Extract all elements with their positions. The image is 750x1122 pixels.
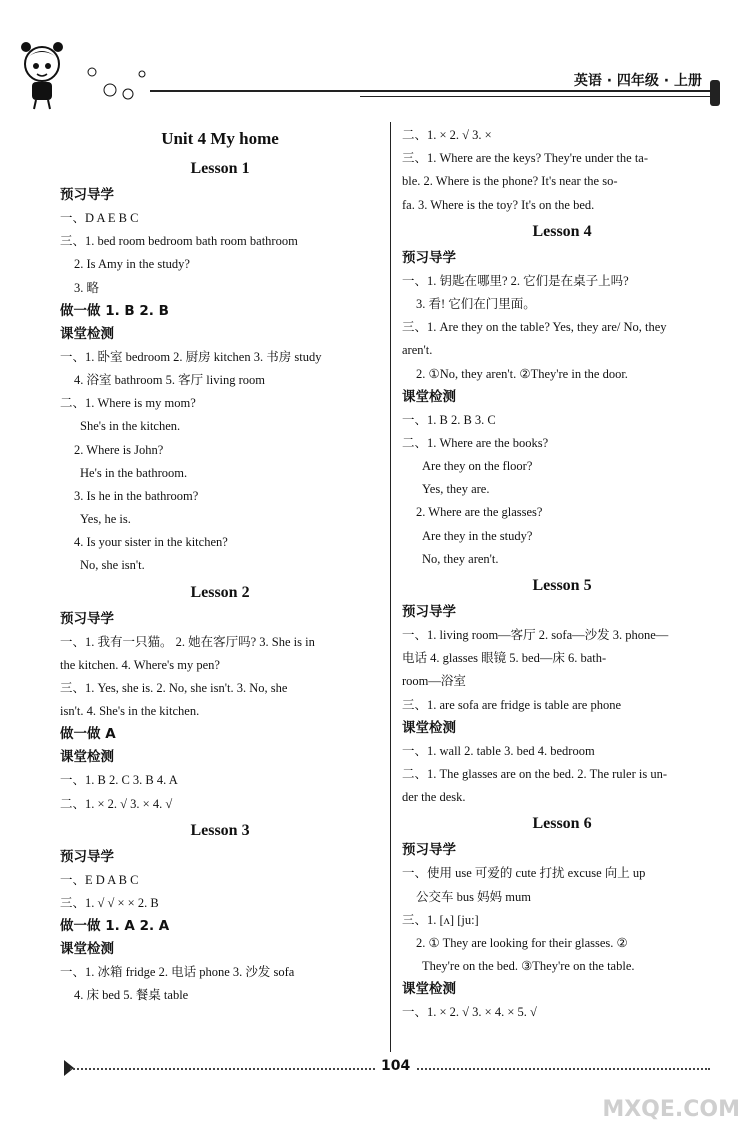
- answer-line: 一、D A E B C: [60, 211, 139, 225]
- answer-line: 二、1. Where is my mom?: [60, 396, 196, 411]
- answer-line: 一、1. × 2. √ 3. × 4. × 5. √: [402, 1005, 537, 1020]
- answer-line: He's in the bathroom.: [80, 465, 188, 480]
- answer-line: 一、1. 我有一只猫。 2. 她在客厅吗? 3. She is in: [60, 634, 315, 649]
- answer-line: 一、1. 冰箱 fridge 2. 电话 phone 3. 沙发 sofa: [60, 965, 295, 980]
- answer-line: No, she isn't.: [80, 558, 145, 573]
- answer-line: Are they in the study?: [422, 528, 533, 543]
- answer-line: 三、1. are sofa are fridge is table are phone: [402, 697, 622, 712]
- section-heading: 预习导学: [402, 842, 456, 859]
- page-header: [0, 0, 750, 120]
- section-heading: 课堂检测: [402, 719, 456, 736]
- watermark: MXQE.COM: [602, 1097, 740, 1122]
- answer-line: isn't. 4. She's in the kitchen.: [60, 704, 200, 719]
- lesson-title: Lesson 3: [190, 821, 250, 839]
- answer-line: fa. 3. Where is the toy? It's on the bed.: [402, 197, 595, 212]
- answer-line: Yes, he is.: [80, 512, 131, 527]
- section-heading: 课堂检测: [60, 325, 114, 342]
- answer-line: 三、1. √ √ × × 2. B: [60, 895, 159, 910]
- girl-mascot-icon: [12, 38, 72, 110]
- section-heading: 预习导学: [60, 187, 114, 203]
- answer-line: ble. 2. Where is the phone? It's near the so-: [402, 174, 618, 189]
- answer-line: They're on the bed. ③They're on the table.: [422, 959, 635, 974]
- section-heading: 课堂检测: [402, 388, 456, 405]
- page-number: 104: [375, 1058, 416, 1074]
- answer-line: 4. 床 bed 5. 餐桌 table: [74, 988, 189, 1003]
- answer-line: aren't.: [402, 343, 433, 358]
- answer-line: 二、1. × 2. √ 3. ×: [402, 128, 492, 142]
- answer-line: 三、1. [ʌ] [ju:]: [402, 912, 479, 927]
- answer-line: 4. 浴室 bathroom 5. 客厅 living room: [74, 372, 265, 387]
- section-heading: 课堂检测: [402, 981, 456, 998]
- section-heading: 做一做 1. B 2. B: [60, 302, 169, 319]
- page-footer: [60, 1058, 720, 1078]
- flower-decoration-icon: [80, 60, 150, 110]
- section-heading: 预习导学: [60, 848, 114, 865]
- answer-line: 2. Is Amy in the study?: [74, 257, 190, 272]
- answer-line: der the desk.: [402, 790, 466, 805]
- answer-line: 公交车 bus 妈妈 mum: [416, 889, 531, 904]
- answer-line: 3. Is he in the bathroom?: [74, 488, 199, 503]
- lesson-title: Lesson 5: [532, 577, 592, 594]
- answer-line: She's in the kitchen.: [80, 419, 181, 434]
- answer-line: 3. 略: [74, 280, 100, 295]
- answer-line: 三、1. Where are the keys? They're under the ta-: [402, 151, 649, 166]
- answer-line: 三、1. Are they on the table? Yes, they are/ No, they: [402, 320, 667, 335]
- answer-line: 一、1. B 2. B 3. C: [402, 412, 496, 427]
- answer-line: 二、1. Where are the books?: [402, 435, 549, 450]
- lesson-title: Lesson 2: [190, 583, 250, 601]
- left-column: [60, 124, 380, 1008]
- answer-line: Are they on the floor?: [422, 459, 533, 474]
- answer-line: Yes, they are.: [422, 482, 490, 497]
- column-divider: [390, 122, 391, 1052]
- answer-line: 三、1. bed room bedroom bath room bathroom: [60, 234, 298, 249]
- answer-line: 一、1. 钥匙在哪里? 2. 它们是在桌子上吗?: [402, 273, 629, 288]
- header-rule-secondary: [360, 96, 710, 97]
- answer-line: 一、1. 卧室 bedroom 2. 厨房 kitchen 3. 书房 study: [60, 349, 322, 364]
- answer-line: 一、1. wall 2. table 3. bed 4. bedroom: [402, 743, 595, 758]
- section-heading: 课堂检测: [60, 749, 114, 766]
- answer-line: 2. ①No, they aren't. ②They're in the door.: [416, 366, 628, 381]
- answer-line: 一、1. living room—客厅 2. sofa—沙发 3. phone—: [402, 628, 669, 642]
- answer-line: 一、使用 use 可爱的 cute 打扰 excuse 向上 up: [402, 866, 646, 881]
- answer-line: 一、1. B 2. C 3. B 4. A: [60, 773, 178, 788]
- answer-line: 2. Where is John?: [74, 442, 164, 457]
- answer-line: 3. 看! 它们在门里面。: [416, 296, 536, 311]
- answer-line: 电话 4. glasses 眼镜 5. bed—床 6. bath-: [402, 651, 607, 666]
- answer-line: 4. Is your sister in the kitchen?: [74, 535, 228, 550]
- answer-line: 2. Where are the glasses?: [416, 505, 543, 520]
- section-heading: 做一做 1. A 2. A: [60, 918, 170, 935]
- answer-line: 2. ① They are looking for their glasses. ②: [416, 935, 628, 950]
- answer-line: room—浴室: [402, 674, 466, 689]
- lesson-title: Lesson 1: [190, 160, 250, 177]
- section-heading: 预习导学: [402, 604, 456, 620]
- answer-line: 二、1. The glasses are on the bed. 2. The ruler is un-: [402, 766, 667, 781]
- answer-line: 三、1. Yes, she is. 2. No, she isn't. 3. No, she: [60, 681, 288, 695]
- answer-line: No, they aren't.: [422, 551, 499, 566]
- section-heading: 做一做 A: [60, 726, 116, 743]
- lesson-title: Lesson 6: [532, 815, 592, 833]
- answer-line: 一、E D A B C: [60, 872, 139, 887]
- header-rule: [150, 90, 710, 92]
- section-heading: 课堂检测: [60, 941, 114, 958]
- answer-line: the kitchen. 4. Where's my pen?: [60, 657, 220, 672]
- unit-title: Unit 4 My home: [161, 129, 279, 148]
- header-tab-marker: [710, 80, 720, 106]
- section-heading: 预习导学: [60, 610, 114, 627]
- page-title: 英语 · 四年级 · 上册: [573, 73, 702, 89]
- section-heading: 预习导学: [402, 249, 456, 266]
- answer-line: 二、1. × 2. √ 3. × 4. √: [60, 796, 173, 811]
- lesson-title: Lesson 4: [532, 222, 592, 240]
- right-column: [402, 124, 722, 1024]
